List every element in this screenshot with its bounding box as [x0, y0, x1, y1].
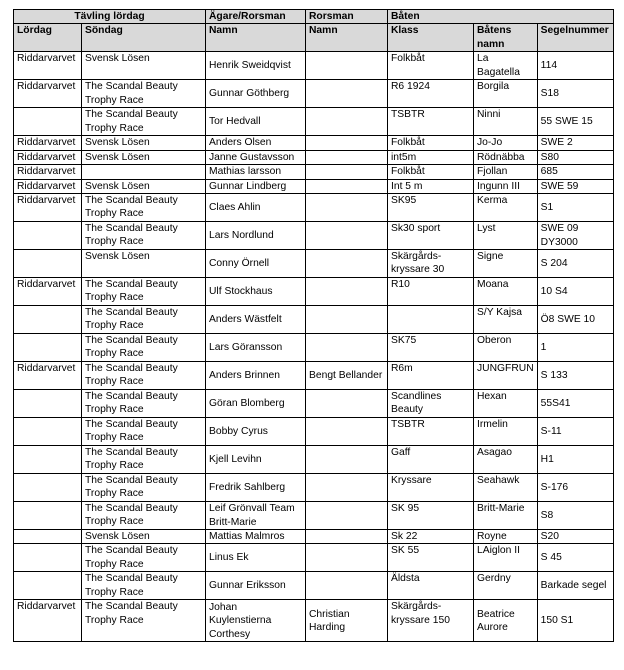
cell-klass: Äldsta: [388, 572, 474, 600]
table-row: [14, 362, 614, 390]
cell-namn: Claes Ahlin: [206, 194, 306, 222]
cell-klass: SK95: [388, 194, 474, 222]
cell-sondag: The Scandal Beauty Trophy Race: [82, 502, 206, 530]
cell-namn: Leif Grönvall Team Britt-Marie: [206, 502, 306, 530]
cell-batens-namn: Beatrice Aurore: [474, 600, 538, 642]
cell-segelnummer: 10 S4: [537, 278, 613, 306]
cell-lordag: Riddarvarvet: [14, 600, 82, 642]
cell-lordag: Riddarvarvet: [14, 136, 82, 150]
cell-batens-namn: Borgila: [474, 80, 538, 108]
group-header-baten: Båten: [388, 10, 614, 24]
cell-rorsman: [306, 165, 388, 179]
cell-lordag: Riddarvarvet: [14, 80, 82, 108]
cell-rorsman: [306, 52, 388, 80]
cell-klass: TSBTR: [388, 108, 474, 136]
cell-batens-namn: Jo-Jo: [474, 136, 538, 150]
group-header-tavling: Tävling lördag: [14, 10, 206, 24]
cell-rorsman: [306, 530, 388, 544]
cell-batens-namn: Fjollan: [474, 165, 538, 179]
cell-batens-namn: Moana: [474, 278, 538, 306]
cell-lordag: [14, 250, 82, 278]
cell-lordag: [14, 544, 82, 572]
cell-batens-namn: S/Y Kajsa: [474, 306, 538, 334]
cell-klass: TSBTR: [388, 418, 474, 446]
cell-sondag: The Scandal Beauty Trophy Race: [82, 600, 206, 642]
cell-sondag: Svensk Lösen: [82, 250, 206, 278]
cell-namn: Anders Olsen: [206, 136, 306, 150]
cell-namn: Lars Nordlund: [206, 222, 306, 250]
cell-batens-namn: Rödnäbba: [474, 150, 538, 164]
cell-segelnummer: S80: [537, 150, 613, 164]
cell-klass: SK 95: [388, 502, 474, 530]
cell-lordag: Riddarvarvet: [14, 278, 82, 306]
cell-rorsman: [306, 250, 388, 278]
table-row: [14, 150, 614, 164]
cell-rorsman: [306, 306, 388, 334]
cell-batens-namn: Hexan: [474, 390, 538, 418]
column-header-segelnummer: Segelnummer: [537, 24, 613, 52]
cell-namn: Kjell Levihn: [206, 446, 306, 474]
cell-lordag: Riddarvarvet: [14, 52, 82, 80]
cell-namn: Janne Gustavsson: [206, 150, 306, 164]
table-row: [14, 502, 614, 530]
cell-klass: R6m: [388, 362, 474, 390]
column-header-sondag: Söndag: [82, 24, 206, 52]
cell-segelnummer: Barkade segel: [537, 572, 613, 600]
cell-sondag: Svensk Lösen: [82, 136, 206, 150]
cell-batens-namn: Asagao: [474, 446, 538, 474]
cell-segelnummer: 150 S1: [537, 600, 613, 642]
cell-batens-namn: Seahawk: [474, 474, 538, 502]
cell-lordag: [14, 418, 82, 446]
cell-namn: Linus Ek: [206, 544, 306, 572]
cell-rorsman: [306, 108, 388, 136]
cell-namn: Bobby Cyrus: [206, 418, 306, 446]
cell-rorsman: [306, 572, 388, 600]
table-row: [14, 250, 614, 278]
cell-namn: Ulf Stockhaus: [206, 278, 306, 306]
cell-batens-namn: La Bagatella: [474, 52, 538, 80]
cell-sondag: The Scandal Beauty Trophy Race: [82, 474, 206, 502]
cell-sondag: The Scandal Beauty Trophy Race: [82, 334, 206, 362]
cell-klass: SK 55: [388, 544, 474, 572]
cell-sondag: [82, 165, 206, 179]
cell-sondag: The Scandal Beauty Trophy Race: [82, 278, 206, 306]
cell-lordag: [14, 108, 82, 136]
cell-lordag: [14, 334, 82, 362]
cell-segelnummer: S-176: [537, 474, 613, 502]
cell-lordag: [14, 306, 82, 334]
cell-klass: Sk30 sport: [388, 222, 474, 250]
cell-klass: R6 1924: [388, 80, 474, 108]
cell-batens-namn: Gerdny: [474, 572, 538, 600]
cell-namn: Conny Örnell: [206, 250, 306, 278]
cell-namn: Lars Göransson: [206, 334, 306, 362]
table-row: [14, 544, 614, 572]
cell-rorsman: Christian Harding: [306, 600, 388, 642]
cell-segelnummer: S8: [537, 502, 613, 530]
cell-sondag: The Scandal Beauty Trophy Race: [82, 362, 206, 390]
cell-sondag: Svensk Lösen: [82, 150, 206, 164]
cell-rorsman: [306, 502, 388, 530]
cell-namn: Anders Brinnen: [206, 362, 306, 390]
cell-lordag: [14, 446, 82, 474]
cell-klass: Folkbåt: [388, 136, 474, 150]
cell-sondag: The Scandal Beauty Trophy Race: [82, 446, 206, 474]
column-header-lordag: Lördag: [14, 24, 82, 52]
cell-namn: Mattias Malmros: [206, 530, 306, 544]
table-row: [14, 179, 614, 193]
cell-namn: Tor Hedvall: [206, 108, 306, 136]
cell-rorsman: [306, 474, 388, 502]
cell-rorsman: [306, 222, 388, 250]
cell-sondag: The Scandal Beauty Trophy Race: [82, 222, 206, 250]
table-row: [14, 572, 614, 600]
cell-batens-namn: Oberon: [474, 334, 538, 362]
table-row: [14, 600, 614, 642]
cell-namn: Fredrik Sahlberg: [206, 474, 306, 502]
cell-batens-namn: Signe: [474, 250, 538, 278]
cell-sondag: Svensk Lösen: [82, 530, 206, 544]
cell-sondag: The Scandal Beauty Trophy Race: [82, 108, 206, 136]
table-row: [14, 530, 614, 544]
table-row: [14, 165, 614, 179]
cell-lordag: [14, 390, 82, 418]
cell-batens-namn: Lyst: [474, 222, 538, 250]
column-header-klass: Klass: [388, 24, 474, 52]
cell-segelnummer: S-11: [537, 418, 613, 446]
cell-sondag: Svensk Lösen: [82, 52, 206, 80]
table-row: [14, 108, 614, 136]
cell-klass: Scandlines Beauty: [388, 390, 474, 418]
cell-batens-namn: JUNGFRUN: [474, 362, 538, 390]
cell-namn: Anders Wästfelt: [206, 306, 306, 334]
cell-rorsman: Bengt Bellander: [306, 362, 388, 390]
table-row: [14, 306, 614, 334]
cell-namn: Gunnar Eriksson: [206, 572, 306, 600]
cell-segelnummer: S1: [537, 194, 613, 222]
cell-sondag: The Scandal Beauty Trophy Race: [82, 544, 206, 572]
group-header-rorsman: Rorsman: [306, 10, 388, 24]
cell-lordag: Riddarvarvet: [14, 362, 82, 390]
cell-klass: Folkbåt: [388, 165, 474, 179]
cell-rorsman: [306, 446, 388, 474]
table-row: [14, 136, 614, 150]
cell-klass: R10: [388, 278, 474, 306]
cell-sondag: The Scandal Beauty Trophy Race: [82, 306, 206, 334]
cell-lordag: [14, 502, 82, 530]
cell-segelnummer: S 204: [537, 250, 613, 278]
column-header-rorsman-namn: Namn: [306, 24, 388, 52]
cell-rorsman: [306, 418, 388, 446]
cell-klass: Folkbåt: [388, 52, 474, 80]
table-row: [14, 80, 614, 108]
cell-segelnummer: S20: [537, 530, 613, 544]
column-header-namn: Namn: [206, 24, 306, 52]
cell-rorsman: [306, 334, 388, 362]
cell-lordag: Riddarvarvet: [14, 165, 82, 179]
cell-namn: Mathias larsson: [206, 165, 306, 179]
cell-klass: Kryssare: [388, 474, 474, 502]
table-row: [14, 474, 614, 502]
cell-sondag: The Scandal Beauty Trophy Race: [82, 194, 206, 222]
cell-lordag: [14, 222, 82, 250]
cell-rorsman: [306, 278, 388, 306]
table-row: [14, 418, 614, 446]
group-header-row: [14, 10, 614, 24]
cell-rorsman: [306, 390, 388, 418]
cell-namn: Johan Kuylenstierna Corthesy: [206, 600, 306, 642]
cell-lordag: Riddarvarvet: [14, 150, 82, 164]
cell-segelnummer: 55S41: [537, 390, 613, 418]
cell-klass: Gaff: [388, 446, 474, 474]
cell-lordag: [14, 572, 82, 600]
cell-segelnummer: 55 SWE 15: [537, 108, 613, 136]
cell-segelnummer: S18: [537, 80, 613, 108]
cell-batens-namn: Britt-Marie: [474, 502, 538, 530]
table-row: [14, 278, 614, 306]
cell-sondag: Svensk Lösen: [82, 179, 206, 193]
cell-segelnummer: 114: [537, 52, 613, 80]
cell-segelnummer: Ö8 SWE 10: [537, 306, 613, 334]
cell-segelnummer: H1: [537, 446, 613, 474]
cell-rorsman: [306, 80, 388, 108]
cell-segelnummer: SWE 2: [537, 136, 613, 150]
cell-klass: Skärgårds-kryssare 150: [388, 600, 474, 642]
cell-batens-namn: Kerma: [474, 194, 538, 222]
cell-sondag: The Scandal Beauty Trophy Race: [82, 80, 206, 108]
cell-klass: int5m: [388, 150, 474, 164]
cell-sondag: The Scandal Beauty Trophy Race: [82, 572, 206, 600]
cell-segelnummer: S 133: [537, 362, 613, 390]
cell-namn: Göran Blomberg: [206, 390, 306, 418]
cell-sondag: The Scandal Beauty Trophy Race: [82, 390, 206, 418]
cell-sondag: The Scandal Beauty Trophy Race: [82, 418, 206, 446]
table-body: [14, 52, 614, 642]
column-header-row: [14, 24, 614, 52]
cell-klass: Sk 22: [388, 530, 474, 544]
cell-segelnummer: SWE 09 DY3000: [537, 222, 613, 250]
cell-klass: SK75: [388, 334, 474, 362]
cell-namn: Gunnar Lindberg: [206, 179, 306, 193]
column-header-batens-namn: Båtens namn: [474, 24, 538, 52]
cell-klass: Int 5 m: [388, 179, 474, 193]
cell-klass: Skärgårds-kryssare 30: [388, 250, 474, 278]
cell-batens-namn: LAiglon II: [474, 544, 538, 572]
regatta-entries-table: [13, 9, 614, 642]
cell-namn: Henrik Sweidqvist: [206, 52, 306, 80]
cell-lordag: [14, 474, 82, 502]
table-row: [14, 222, 614, 250]
cell-batens-namn: Royne: [474, 530, 538, 544]
cell-segelnummer: 685: [537, 165, 613, 179]
cell-lordag: Riddarvarvet: [14, 194, 82, 222]
cell-rorsman: [306, 194, 388, 222]
cell-batens-namn: Irmelin: [474, 418, 538, 446]
table-row: [14, 390, 614, 418]
cell-lordag: Riddarvarvet: [14, 179, 82, 193]
cell-segelnummer: S 45: [537, 544, 613, 572]
cell-lordag: [14, 530, 82, 544]
group-header-agare: Ägare/Rorsman: [206, 10, 306, 24]
cell-rorsman: [306, 136, 388, 150]
cell-batens-namn: Ingunn III: [474, 179, 538, 193]
cell-batens-namn: Ninni: [474, 108, 538, 136]
cell-rorsman: [306, 150, 388, 164]
cell-klass: [388, 306, 474, 334]
cell-segelnummer: SWE 59: [537, 179, 613, 193]
table-row: [14, 194, 614, 222]
table-row: [14, 52, 614, 80]
table-row: [14, 334, 614, 362]
cell-namn: Gunnar Göthberg: [206, 80, 306, 108]
cell-segelnummer: 1: [537, 334, 613, 362]
cell-rorsman: [306, 544, 388, 572]
cell-rorsman: [306, 179, 388, 193]
table-row: [14, 446, 614, 474]
